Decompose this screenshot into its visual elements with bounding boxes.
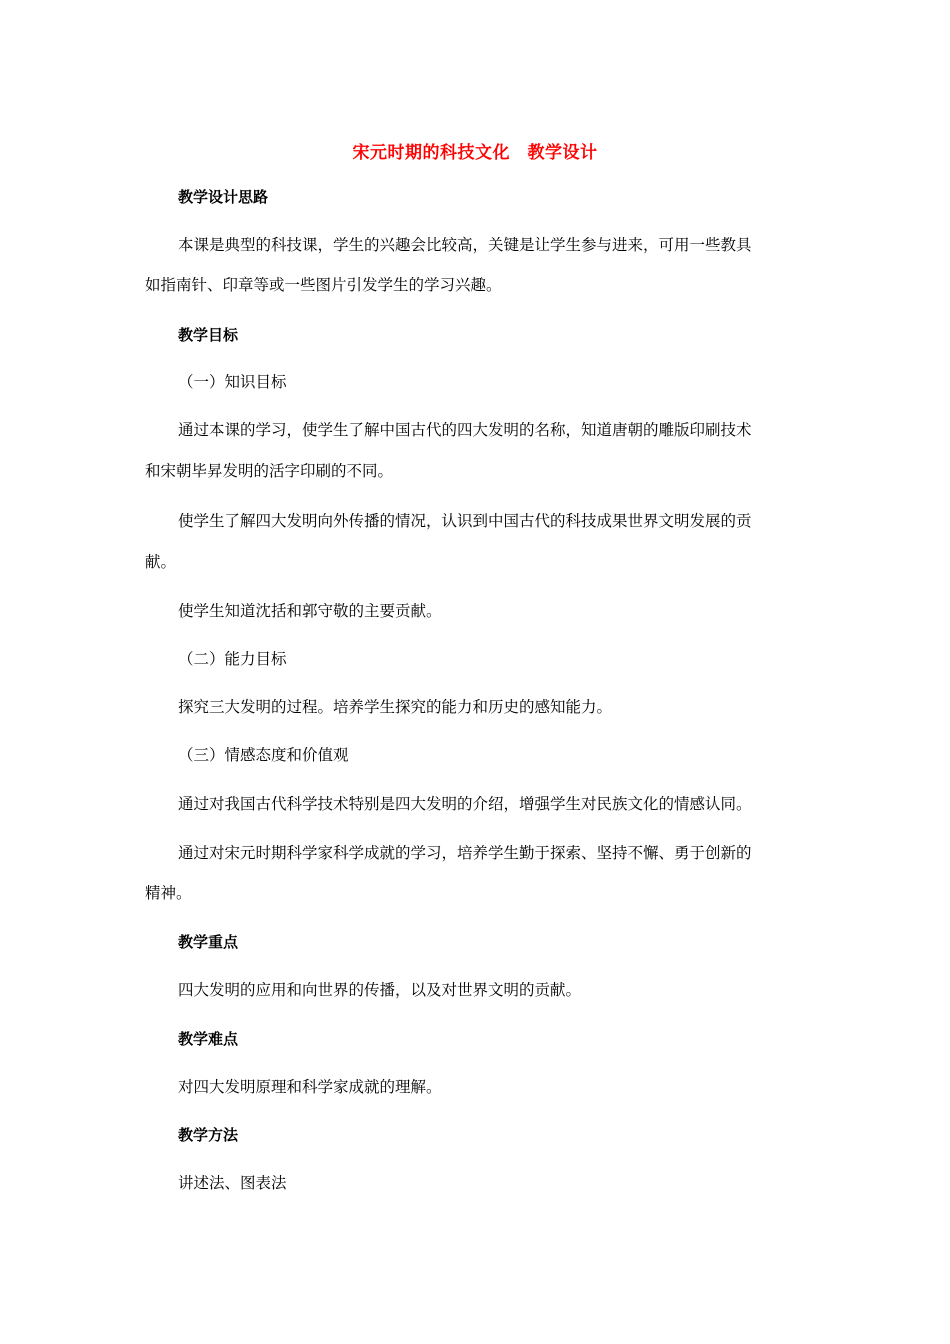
paragraph-emotion-2-line-1: 通过对宋元时期科学家科学成就的学习，培养学生勤于探索、坚持不懈、勇于创新的: [178, 844, 752, 862]
subheading-ability-goals: （二）能力目标: [178, 650, 287, 668]
paragraph-design-line-1: 本课是典型的科技课，学生的兴趣会比较高，关键是让学生参与进来，可用一些教具: [178, 236, 752, 254]
paragraph-knowledge-2-line-2: 献。: [145, 553, 177, 571]
subheading-emotion-values: （三）情感态度和价值观: [178, 746, 349, 764]
paragraph-teaching-methods: 讲述法、图表法: [178, 1174, 287, 1192]
heading-teaching-methods: 教学方法: [178, 1126, 239, 1144]
paragraph-knowledge-2-line-1: 使学生了解四大发明向外传播的情况，认识到中国古代的科技成果世界文明发展的贡: [178, 512, 752, 530]
paragraph-difficulties: 对四大发明原理和科学家成就的理解。: [178, 1078, 442, 1096]
heading-difficulties: 教学难点: [178, 1030, 239, 1048]
heading-design-approach: 教学设计思路: [178, 188, 269, 206]
paragraph-key-points: 四大发明的应用和向世界的传播，以及对世界文明的贡献。: [178, 981, 582, 999]
paragraph-knowledge-3: 使学生知道沈括和郭守敬的主要贡献。: [178, 602, 442, 620]
paragraph-emotion-1: 通过对我国古代科学技术特别是四大发明的介绍，增强学生对民族文化的情感认同。: [178, 795, 752, 813]
paragraph-knowledge-1-line-1: 通过本课的学习，使学生了解中国古代的四大发明的名称，知道唐朝的雕版印刷技术: [178, 421, 752, 439]
paragraph-design-line-2: 如指南针、印章等或一些图片引发学生的学习兴趣。: [145, 276, 502, 294]
subheading-knowledge-goals: （一）知识目标: [178, 373, 287, 391]
heading-key-points: 教学重点: [178, 933, 239, 951]
paragraph-ability: 探究三大发明的过程。培养学生探究的能力和历史的感知能力。: [178, 698, 613, 716]
heading-teaching-goals: 教学目标: [178, 326, 239, 344]
paragraph-emotion-2-line-2: 精神。: [145, 884, 192, 902]
document-title: 宋元时期的科技文化 教学设计: [352, 143, 598, 163]
paragraph-knowledge-1-line-2: 和宋朝毕昇发明的活字印刷的不同。: [145, 462, 394, 480]
